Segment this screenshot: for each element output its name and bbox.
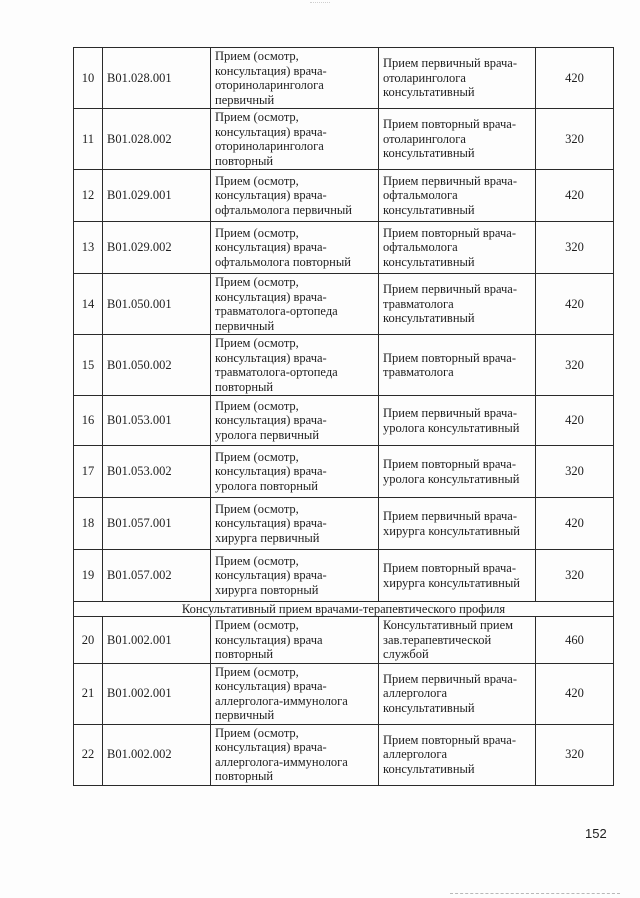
service-description: Прием первичный врача- аллерголога консультативный (379, 663, 536, 724)
row-number: 12 (74, 170, 103, 222)
service-price: 320 (536, 724, 614, 785)
table-row (74, 396, 614, 446)
service-price: 320 (536, 222, 614, 274)
table-row (74, 550, 614, 602)
service-code: B01.053.001 (103, 396, 211, 446)
table-row (74, 170, 614, 222)
service-code: B01.028.002 (103, 109, 211, 170)
row-number: 16 (74, 396, 103, 446)
service-code: B01.028.001 (103, 48, 211, 109)
service-description: Прием повторный врача- уролога консультативный (379, 446, 536, 498)
row-number: 11 (74, 109, 103, 170)
service-name: Прием (осмотр, консультация) врача- уролога первичный (211, 396, 379, 446)
service-price: 420 (536, 274, 614, 335)
table-row (74, 335, 614, 396)
row-number: 19 (74, 550, 103, 602)
row-number: 17 (74, 446, 103, 498)
row-number: 10 (74, 48, 103, 109)
service-description: Прием первичный врача- травматолога консультативный (379, 274, 536, 335)
row-number: 13 (74, 222, 103, 274)
service-price: 320 (536, 550, 614, 602)
service-code: B01.057.002 (103, 550, 211, 602)
service-price: 320 (536, 446, 614, 498)
service-name: Прием (осмотр, консультация) врача- травматолога-ортопеда повторный (211, 335, 379, 396)
table-row (74, 663, 614, 724)
row-number: 21 (74, 663, 103, 724)
service-name: Прием (осмотр, консультация) врача- хирурга повторный (211, 550, 379, 602)
table-row (74, 222, 614, 274)
row-number: 18 (74, 498, 103, 550)
service-price: 420 (536, 170, 614, 222)
service-name: Прием (осмотр, консультация) врача- травматолога-ортопеда первичный (211, 274, 379, 335)
service-name: Прием (осмотр, консультация) врача- аллерголога-иммунолога повторный (211, 724, 379, 785)
service-name: Прием (осмотр, консультация) врача- уролога повторный (211, 446, 379, 498)
service-code: B01.057.001 (103, 498, 211, 550)
service-price: 420 (536, 498, 614, 550)
service-code: B01.050.002 (103, 335, 211, 396)
section-title: Консультативный прием врачами-терапевтического профиля (74, 602, 614, 617)
service-price: 420 (536, 48, 614, 109)
service-description: Прием первичный врача- офтальмолога консультативный (379, 170, 536, 222)
service-code: B01.002.002 (103, 724, 211, 785)
table-row (74, 724, 614, 785)
row-number: 20 (74, 617, 103, 664)
service-description: Прием первичный врача- уролога консультативный (379, 396, 536, 446)
service-description: Прием повторный врача- травматолога (379, 335, 536, 396)
table-body-bottom (74, 617, 614, 786)
service-description: Прием повторный врача- отоларинголога консультативный (379, 109, 536, 170)
service-code: B01.029.002 (103, 222, 211, 274)
service-description: Прием повторный врача- офтальмолога консультативный (379, 222, 536, 274)
service-code: B01.029.001 (103, 170, 211, 222)
table-section-body (74, 602, 614, 617)
service-price: 460 (536, 617, 614, 664)
service-name: Прием (осмотр, консультация) врача- офтальмолога повторный (211, 222, 379, 274)
service-name: Прием (осмотр, консультация) врача- хирурга первичный (211, 498, 379, 550)
scan-artifact (310, 2, 330, 3)
service-description: Прием повторный врача- хирурга консультативный (379, 550, 536, 602)
table-row (74, 617, 614, 664)
service-name: Прием (осмотр, консультация) врача- оториноларинголога повторный (211, 109, 379, 170)
service-code: B01.053.002 (103, 446, 211, 498)
service-code: B01.050.001 (103, 274, 211, 335)
page-number: 152 (585, 826, 607, 841)
service-price: 420 (536, 663, 614, 724)
service-name: Прием (осмотр, консультация) врача повторный (211, 617, 379, 664)
service-price: 420 (536, 396, 614, 446)
row-number: 15 (74, 335, 103, 396)
service-code: B01.002.001 (103, 617, 211, 664)
table-row (74, 446, 614, 498)
price-list-table (73, 47, 614, 786)
table-row (74, 109, 614, 170)
scan-artifact-bottom (450, 893, 620, 894)
service-code: B01.002.001 (103, 663, 211, 724)
service-description: Прием первичный врача- хирурга консультативный (379, 498, 536, 550)
service-price: 320 (536, 335, 614, 396)
row-number: 22 (74, 724, 103, 785)
service-description: Прием первичный врача- отоларинголога консультативный (379, 48, 536, 109)
service-description: Прием повторный врача- аллерголога консультативный (379, 724, 536, 785)
service-description: Консультативный прием зав.терапевтической службой (379, 617, 536, 664)
table-row (74, 48, 614, 109)
table-body-top (74, 48, 614, 602)
service-name: Прием (осмотр, консультация) врача- офтальмолога первичный (211, 170, 379, 222)
section-header-row (74, 602, 614, 617)
table-row (74, 498, 614, 550)
service-name: Прием (осмотр, консультация) врача- оториноларинголога первичный (211, 48, 379, 109)
table-row (74, 274, 614, 335)
service-name: Прием (осмотр, консультация) врача- аллерголога-иммунолога первичный (211, 663, 379, 724)
service-price: 320 (536, 109, 614, 170)
row-number: 14 (74, 274, 103, 335)
